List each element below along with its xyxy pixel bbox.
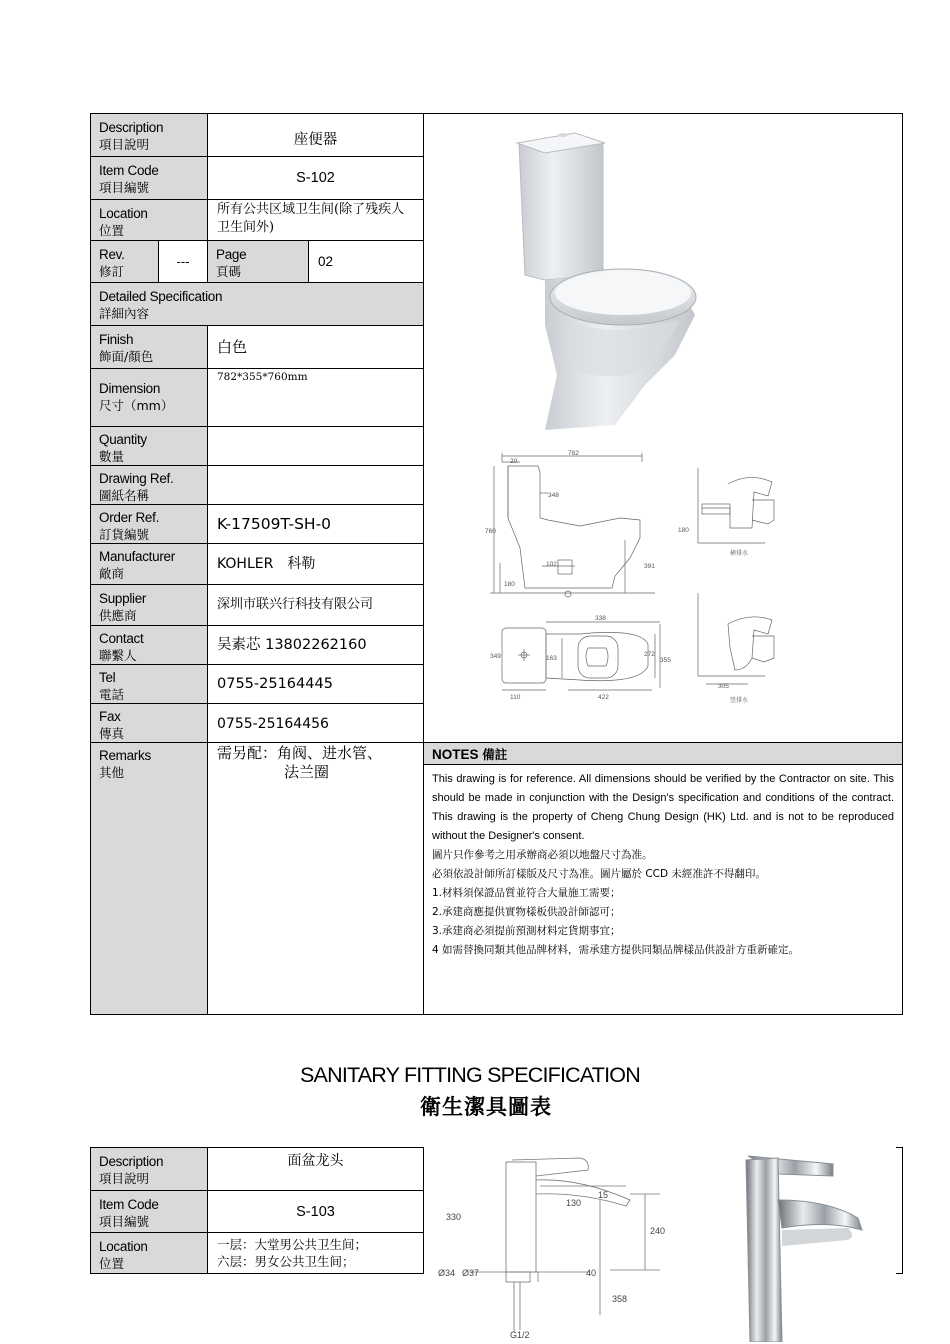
dim-760: 760 xyxy=(485,528,496,535)
dim-338: 338 xyxy=(595,615,606,622)
vertical-outlet-caption: 竖排水 xyxy=(730,697,749,704)
notes-line-6: 4 如需替換同類其他品牌材料，需承建方提供同類品牌樣品供設計方重新確定。 xyxy=(432,944,800,956)
manufacturer-value: KOHLER 科勒 xyxy=(217,556,316,572)
dim-15: 15 xyxy=(598,1190,609,1200)
s103-description-label: Description 項目說明 xyxy=(99,1154,164,1186)
s103-description-value: 面盆龙头 xyxy=(287,1153,344,1169)
remarks-value xyxy=(208,744,423,782)
dim-180-side: 180 xyxy=(504,581,515,588)
quantity-label: Quantity 數量 xyxy=(99,432,147,464)
notes-line-5: 3.承建商必須提前預測材料定貨期事宜； xyxy=(432,925,621,937)
dim-355: 355 xyxy=(660,657,671,664)
dim-130: 130 xyxy=(566,1198,582,1208)
notes-body xyxy=(424,764,902,960)
page-title-zh: 衛生潔具圖表 xyxy=(420,1095,552,1119)
dimension-label: Dimension 尺寸（mm） xyxy=(99,381,174,413)
page-title-en: SANITARY FITTING SPECIFICATION xyxy=(300,1063,640,1087)
order-ref-value: K-17509T-SH-0 xyxy=(217,515,332,533)
dim-d34: Ø34 xyxy=(438,1268,456,1278)
drawing-ref-label: Drawing Ref. 圖紙名稱 xyxy=(99,471,174,503)
page-value: 02 xyxy=(318,253,334,269)
s103-location-line-2: 六层：男女公共卫生间； xyxy=(217,1254,355,1269)
tel-value: 0755-25164445 xyxy=(217,676,333,692)
dim-40: 40 xyxy=(586,1268,597,1278)
dim-163: 163 xyxy=(546,655,557,662)
dim-330: 330 xyxy=(446,1212,462,1222)
rev-value: --- xyxy=(176,253,190,269)
dim-349: 349 xyxy=(490,653,501,660)
page-label: Page 頁碼 xyxy=(216,247,247,279)
supplier-label: Supplier 供應商 xyxy=(99,591,147,623)
dim-20: 20 xyxy=(510,458,518,465)
notes-line-4: 2.承建商應提供實物樣板供設計師認可； xyxy=(432,906,621,918)
faucet-technical-drawing xyxy=(430,1150,690,1340)
supplier-value: 深圳市联兴行科技有限公司 xyxy=(217,597,374,612)
remarks-line-1: 需另配：角阀、进水管、 xyxy=(217,744,383,762)
s103-item-code-label: Item Code 項目編號 xyxy=(99,1197,159,1229)
drawing-ref-value xyxy=(208,466,423,504)
dim-180-outlet: 180 xyxy=(678,527,689,534)
dim-272: 272 xyxy=(644,651,655,658)
dim-305: 305 xyxy=(718,683,729,690)
dim-110: 110 xyxy=(510,694,521,701)
contact-value: 吴素芯 13802262160 xyxy=(217,637,367,653)
finish-label: Finish 飾面/顏色 xyxy=(99,332,154,364)
horizontal-outlet-caption: 横排水 xyxy=(730,550,749,557)
dim-358: 358 xyxy=(612,1294,628,1304)
remarks-label: Remarks 其他 xyxy=(99,748,151,780)
notes-line-3: 1.材料須保證品質並符合大量施工需要； xyxy=(432,887,621,899)
toilet-photo xyxy=(505,125,715,435)
dim-d37: Ø37 xyxy=(462,1268,480,1278)
s103-location-value xyxy=(208,1236,423,1270)
notes-paragraph: This drawing is for reference. All dimensions should be verified by the Contractor on site. This should be made in conjunction with the Design's specification and conditions of the contract. This drawing is the property of Cheng Chung Design (HK) Ltd. and is not to be reproduced without the Designer's consent. xyxy=(432,773,894,842)
s103-item-code-value: S-103 xyxy=(296,1203,335,1220)
dim-g12: G1/2 xyxy=(510,1330,530,1340)
location-value: 所有公共区域卫生间(除了残疾人卫生间外) xyxy=(217,202,405,235)
faucet-photo xyxy=(738,1150,868,1342)
dim-348: 348 xyxy=(548,492,559,499)
item-code-label: Item Code 項目編號 xyxy=(99,163,159,195)
location-label: Location 位置 xyxy=(99,206,148,238)
description-value: 座便器 xyxy=(293,132,338,148)
remarks-line-2: 法兰圈 xyxy=(284,763,330,781)
order-ref-label: Order Ref. 訂貨編號 xyxy=(99,510,160,542)
notes-heading: NOTES 備註 xyxy=(432,747,508,762)
toilet-technical-drawing xyxy=(480,448,780,713)
dim-782: 782 xyxy=(568,450,579,457)
detailed-spec-label: Detailed Specification 詳細內容 xyxy=(99,289,223,321)
fax-label: Fax 傳真 xyxy=(99,709,125,741)
description-label: Description 項目說明 xyxy=(99,120,164,152)
rev-label: Rev. 修訂 xyxy=(99,247,125,279)
dim-240: 240 xyxy=(650,1226,666,1236)
manufacturer-label: Manufacturer 敵商 xyxy=(99,549,175,581)
dimension-value: 782*355*760mm xyxy=(217,371,308,383)
s103-location-label: Location 位置 xyxy=(99,1239,148,1271)
dim-422: 422 xyxy=(598,694,609,701)
finish-value: 白色 xyxy=(217,338,248,356)
tel-label: Tel 電話 xyxy=(99,670,125,702)
dim-391: 391 xyxy=(644,563,655,570)
s103-location-line-1: 一层：大堂男公共卫生间； xyxy=(217,1237,368,1252)
item-code-value: S-102 xyxy=(296,170,335,186)
fax-value: 0755-25164456 xyxy=(217,716,329,732)
notes-line-1: 圖片只作參考之用承辦商必須以地盤尺寸為准。 xyxy=(432,849,653,861)
quantity-value xyxy=(208,427,423,465)
notes-line-2: 必須依設計師所訂樣版及尺寸為准。圖片屬於 CCD 未經准許不得翻印。 xyxy=(432,868,766,880)
contact-label: Contact 聯繫人 xyxy=(99,631,144,663)
dim-102: 102 xyxy=(546,561,557,568)
